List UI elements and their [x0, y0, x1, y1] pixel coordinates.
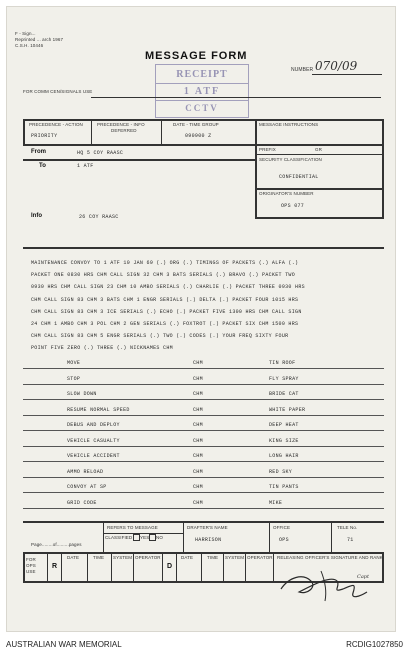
drafter-label: DRAFTER'S NAME — [187, 525, 228, 530]
code-term: VEHICLE ACCIDENT — [67, 453, 120, 459]
tele-value: 71 — [347, 537, 354, 543]
code-row-rule — [23, 430, 384, 431]
code-row-rule — [23, 368, 384, 369]
code-term: RESUME NORMAL SPEED — [67, 406, 130, 413]
number-label: NUMBER — [291, 67, 314, 73]
message-line: POINT FIVE ZERO (.) THREE (.) NICKNAMES CHM — [31, 345, 173, 352]
code-row-rule — [23, 461, 384, 462]
code-row-rule — [23, 415, 384, 416]
code-separator: CHM — [193, 499, 203, 506]
code-term: GRID CODE — [67, 499, 97, 506]
code-row-rule — [23, 492, 384, 493]
archive-credit: AUSTRALIAN WAR MEMORIAL — [6, 640, 122, 649]
code-row-rule — [23, 446, 384, 447]
from-label: From — [31, 149, 46, 155]
code-row-rule — [23, 399, 384, 400]
code-term: DEBUS AND DEPLOY — [67, 422, 120, 428]
code-nickname: KING SIZE — [269, 437, 299, 444]
code-term: SLOW DOWN — [67, 391, 97, 397]
code-term: VEHICLE CASUALTY — [67, 437, 120, 444]
code-separator: CHM — [193, 360, 203, 366]
classified-label: CLASSIFIED — [105, 535, 133, 540]
originator-label: ORIGINATOR'S NUMBER — [259, 191, 314, 196]
message-line: MAINTENANCE CONVOY TO 1 ATF 10 JAN 69 (.) ORG (.) TIMINGS OF PACKETS (.) ALFA (.) — [31, 260, 299, 266]
stamp-line-2: 1 ATF — [183, 86, 221, 97]
precedence-info-value: DEFERRED — [111, 128, 137, 133]
code-nickname: MIKE — [269, 499, 283, 506]
comm-cen-label: FOR COMM CEN/SIGNALS USE — [23, 89, 93, 94]
d-time-label: TIME — [207, 555, 219, 560]
classified-no-checkbox[interactable] — [149, 534, 156, 541]
gr-label: GR — [315, 147, 322, 152]
receipt-stamp — [155, 64, 249, 118]
stamp-line-1: RECEIPT — [176, 69, 228, 80]
tele-label: TELE No. — [337, 525, 358, 530]
archive-id: RCDIG1027850 — [346, 640, 403, 649]
message-line: CHM CALL SIGN 83 CHM 3 ICE SERIALS (.) ECHO (.) PACKET FIVE 1300 HRS CHM CALL SIGN — [31, 308, 302, 315]
officer-rank: Capt — [357, 574, 370, 580]
d-date-label: DATE — [181, 555, 194, 560]
code-term: MOVE — [67, 360, 81, 366]
code-separator: CHM — [193, 406, 203, 413]
message-line: CHM CALL SIGN 83 CHM 5 ENGR SERIALS (.) TWO (.) CODES (.) YOUR FREQ SIXTY FOUR — [31, 333, 289, 340]
message-line: PACKET ONE 0830 HRS CHM CALL SIGN 32 CHM 3 BATS SERIALS (.) BRAVO (.) PACKET TWO — [31, 272, 296, 279]
code-term: AMMO RELOAD — [67, 468, 104, 475]
code-separator: CHM — [193, 453, 203, 459]
code-row-rule — [23, 384, 384, 385]
code-row-rule — [23, 477, 384, 478]
message-line: 24 CHM 1 AMBO CHM 3 POL CHM 2 GEN SERIALS (.) FOXTROT (.) PACKET SIX CHM 1500 HRS — [31, 321, 299, 327]
refers-label: REFERS TO MESSAGE — [107, 525, 158, 530]
precedence-action-value: PRIORITY — [31, 133, 58, 139]
releasing-officer-label: RELEASING OFFICER'S SIGNATURE AND RANK — [277, 555, 383, 560]
originator-value: OPS 077 — [281, 203, 305, 209]
code-separator: CHM — [193, 375, 203, 382]
code-separator: CHM — [193, 468, 203, 475]
d-label: D — [167, 563, 173, 570]
message-number: 070/09 — [315, 59, 358, 73]
dtg-value: 090900 Z — [185, 133, 212, 139]
form-code-3: C.S.H. 10446 — [15, 43, 44, 48]
message-line: CHM CALL SIGN 83 CHM 3 BATS CHM 1 ENGR SERIALS (.) DELTA (.) PACKET FOUR 1015 HRS — [31, 296, 299, 303]
code-nickname: FLY SPRAY — [269, 375, 299, 382]
r-time-label: TIME — [93, 555, 105, 560]
drafter-value: HARRISON — [195, 537, 222, 543]
page-label: Page........of.........pages — [31, 542, 82, 547]
code-row-rule — [23, 508, 384, 509]
officer-signature-icon — [273, 559, 383, 603]
r-date-label: DATE — [67, 555, 80, 560]
code-term: STOP — [67, 375, 81, 382]
d-system-label: SYSTEM — [225, 555, 245, 560]
form-title: MESSAGE FORM — [145, 50, 248, 62]
code-nickname: BRIDE CAT — [269, 391, 299, 397]
code-nickname: RED SKY — [269, 468, 293, 475]
code-separator: CHM — [193, 484, 203, 490]
info-label: Info — [31, 213, 42, 219]
form-code-2: Reprinted ... arch 1967 — [15, 37, 64, 42]
stamp-line-3: CCTV — [185, 103, 219, 113]
message-form-sheet — [6, 6, 396, 632]
precedence-info-label: PRECEDENCE - INFO — [97, 122, 145, 127]
no-label: NO — [156, 535, 163, 540]
code-nickname: TIN ROOF — [269, 360, 296, 366]
d-operator-label: OPERATOR — [247, 555, 273, 560]
office-label: OFFICE — [273, 525, 291, 530]
code-nickname: DEEP HEAT — [269, 422, 299, 428]
classified-yes-checkbox[interactable] — [133, 534, 140, 541]
code-separator: CHM — [193, 422, 203, 428]
code-separator: CHM — [193, 437, 203, 444]
code-nickname: LONG HAIR — [269, 453, 299, 459]
message-line: 0930 HRS CHM CALL SIGN 23 CHM 10 AMBO SERIALS (.) CHARLIE (.) PACKET THREE 0930 HRS — [31, 284, 305, 291]
dtg-label: DATE - TIME GROUP — [173, 122, 219, 127]
office-value: OPS — [279, 537, 289, 543]
from-value: HQ 5 COY RAASC — [77, 150, 124, 156]
for-ops-use-label: FOR OPS USE — [26, 557, 36, 574]
security-value: CONFIDENTIAL — [279, 174, 319, 180]
r-label: R — [52, 563, 58, 570]
r-operator-label: OPERATOR — [135, 555, 161, 560]
code-nickname: WHITE PAPER — [269, 406, 306, 413]
precedence-action-label: PRECEDENCE - ACTION — [29, 122, 83, 127]
yes-label: YES — [140, 535, 150, 540]
info-value: 26 COY RAASC — [79, 214, 119, 220]
r-system-label: SYSTEM — [113, 555, 133, 560]
code-nickname: TIN PANTS — [269, 484, 299, 490]
code-term: CONVOY AT SP — [67, 484, 107, 490]
code-separator: CHM — [193, 391, 203, 397]
instructions-label: MESSAGE INSTRUCTIONS — [259, 122, 319, 127]
security-label: SECURITY CLASSIFICATION — [259, 157, 322, 162]
form-code-1: F - Sign... — [15, 31, 36, 36]
to-value: 1 ATF — [77, 163, 94, 169]
to-label: To — [39, 163, 46, 169]
prefix-label: PREFIX — [259, 147, 276, 152]
